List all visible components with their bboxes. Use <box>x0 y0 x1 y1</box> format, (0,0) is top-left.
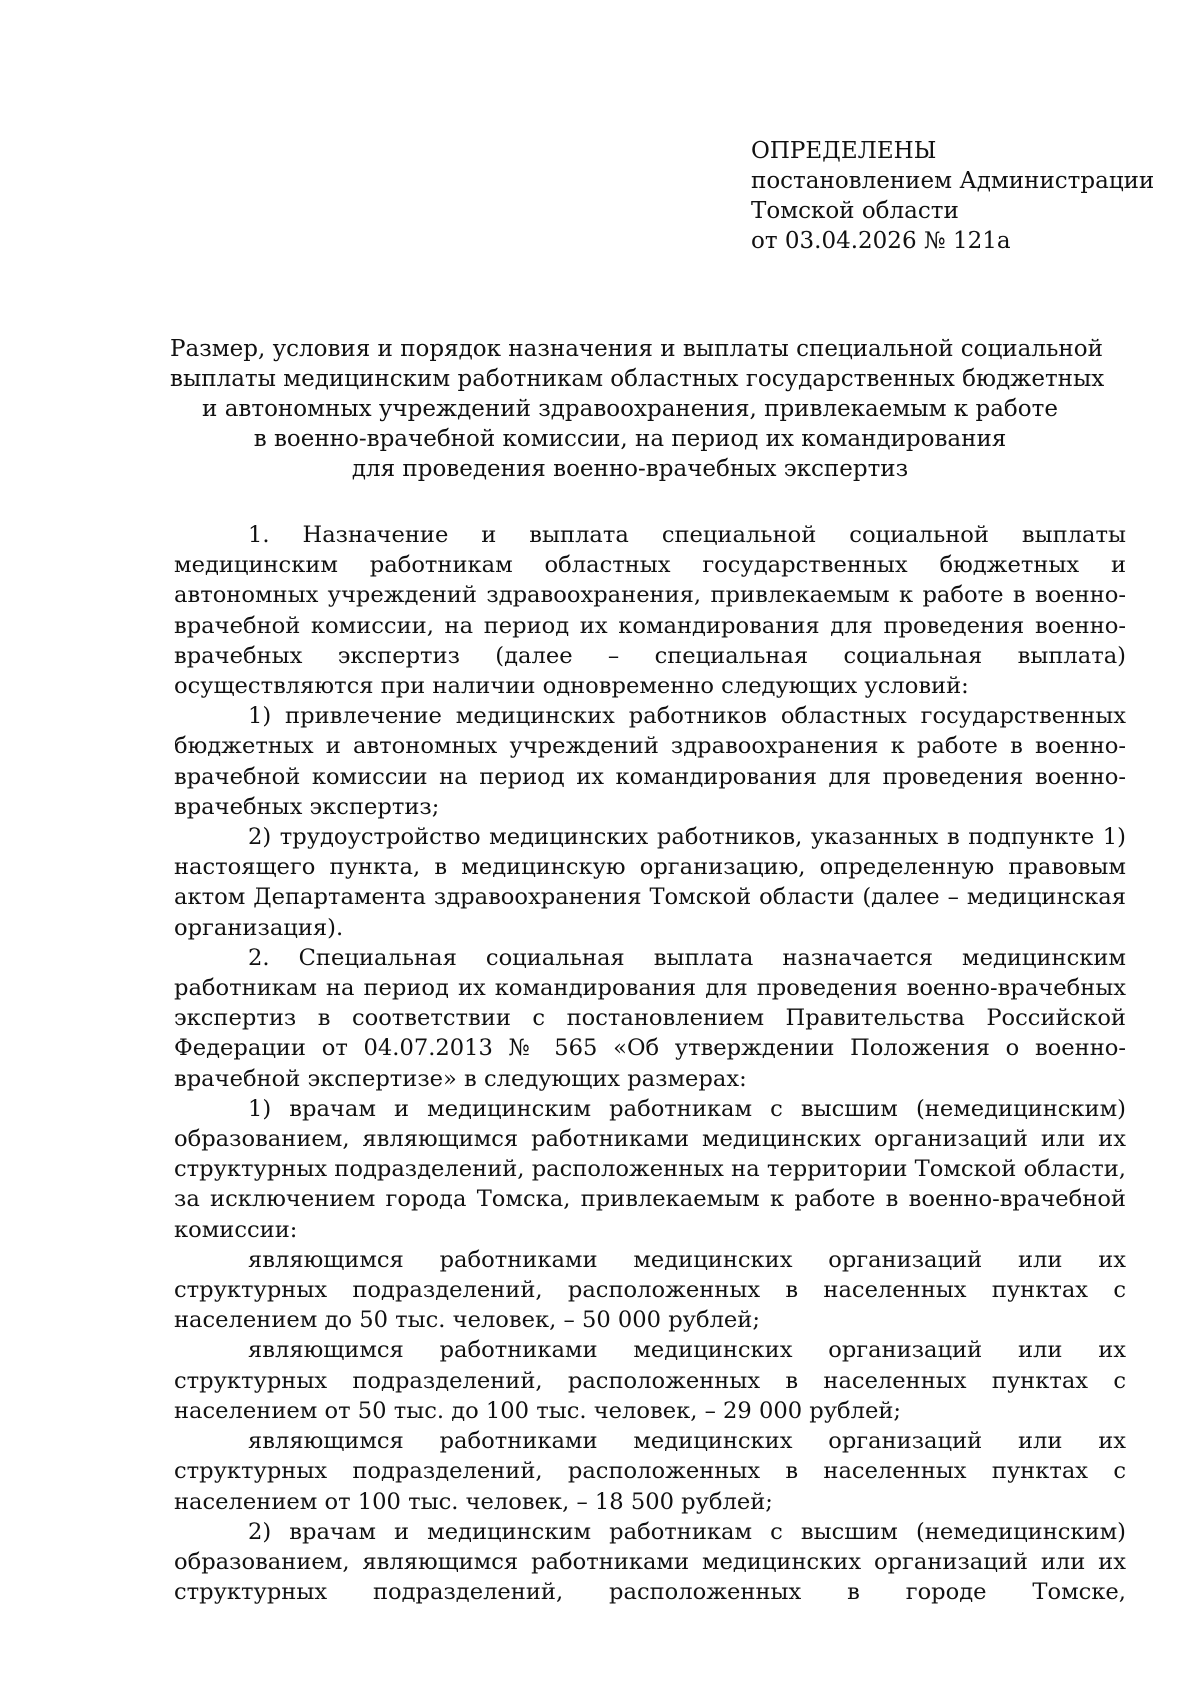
approval-stamp <box>751 136 1155 256</box>
paragraph-2-item-1-sub-2: являющимся работниками медицинских организаций или их структурных подразделений, расположенных в населенных пунктах с населением от 50 тыс. до 100 тыс. человек, – 29 000 рублей; <box>174 1337 1126 1424</box>
document-body <box>174 520 1126 1607</box>
paragraph-2-item-1: 1) врачам и медицинским работникам с высшим (немедицинским) образованием, являющимся работниками медицинских организаций или их структурных подразделений, расположенных на территории Томской области, за исключением города Томска, привлекаемым к работе в военно-врачебной комиссии: <box>174 1095 1126 1243</box>
paragraph-2: 2. Специальная социальная выплата назначается медицинским работникам на период их командирования для проведения военно-врачебных экспертиз в соответствии с постановлением Правительства Российской Федерации от 04.07.2013 № 565 «Об утверждении Положения о военно-врачебной экспертизе» в следующих размерах: <box>174 944 1126 1092</box>
title-line-1: Размер, условия и порядок назначения и выплаты специальной социальной <box>170 336 1103 362</box>
paragraph-2-item-1-sub-3: являющимся работниками медицинских организаций или их структурных подразделений, расположенных в населенных пунктах с населением от 100 тыс. человек, – 18 500 рублей; <box>174 1428 1126 1515</box>
paragraph-1-item-1: 1) привлечение медицинских работников областных государственных бюджетных и автономных учреждений здравоохранения к работе в военно-врачебной комиссии на период их командирования для проведения военно-врачебных экспертиз; <box>174 703 1126 820</box>
document-title <box>170 334 1105 484</box>
approval-line-1: ОПРЕДЕЛЕНЫ <box>751 138 937 164</box>
paragraph-1-item-2: 2) трудоустройство медицинских работников, указанных в подпункте 1) настоящего пункта, в медицинскую организацию, определенную правовым актом Департамента здравоохранения Томской области (далее – медицинская организация). <box>174 824 1126 941</box>
approval-line-2: постановлением Администрации <box>751 168 1155 194</box>
paragraph-1: 1. Назначение и выплата специальной социальной выплаты медицинским работникам областных государственных бюджетных и автономных учреждений здравоохранения, привлекаемым к работе в военно-врачебной комиссии, на период их командирования для проведения военно-врачебных экспертиз (далее – специальная социальная выплата) осуществляются при наличии одновременно следующих условий: <box>174 522 1126 700</box>
title-line-3: и автономных учреждений здравоохранения, привлекаемым к работе <box>202 396 1058 422</box>
paragraph-2-item-2: 2) врачам и медицинским работникам с высшим (немедицинским) образованием, являющимся работниками медицинских организаций или их структурных подразделений, расположенных в городе Томске, <box>174 1518 1126 1606</box>
title-line-4: в военно-врачебной комиссии, на период их командирования <box>253 426 1007 452</box>
title-line-2: выплаты медицинским работникам областных государственных бюджетных <box>170 366 1105 392</box>
approval-line-3: Томской области <box>751 198 959 224</box>
paragraph-2-item-1-sub-1: являющимся работниками медицинских организаций или их структурных подразделений, расположенных в населенных пунктах с населением до 50 тыс. человек, – 50 000 рублей; <box>174 1246 1126 1334</box>
approval-line-4: от 03.04.2026 № 121а <box>751 228 1011 254</box>
title-line-5: для проведения военно-врачебных экспертиз <box>351 456 909 482</box>
